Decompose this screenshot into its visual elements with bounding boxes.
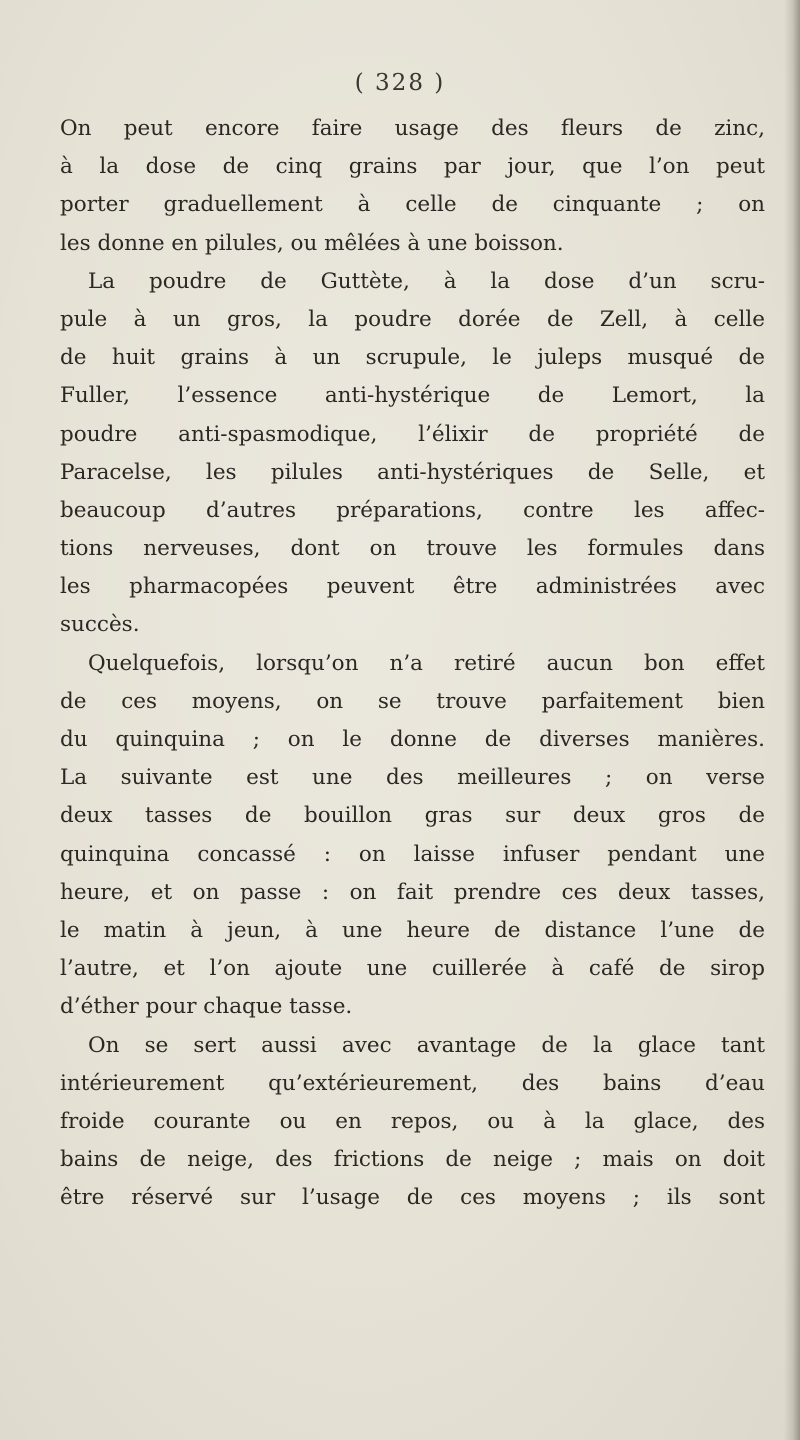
page-number: ( 328 )	[354, 70, 446, 96]
text-line: à la dose de cinq grains par jour, que l’on peut	[60, 154, 765, 180]
text-line: d’éther pour chaque tasse.	[60, 994, 353, 1020]
text-line: de ces moyens, on se trouve parfaitement bien	[60, 688, 765, 714]
text-line: La poudre de Guttète, à la dose d’un scru-	[88, 268, 765, 294]
text-line: bains de neige, des frictions de neige ; mais on doit	[60, 1147, 765, 1173]
text-line: quinquina concassé : on laisse infuser pendant une	[60, 841, 765, 867]
page-edge-shadow	[784, 0, 800, 1440]
text-line: beaucoup d’autres préparations, contre les affec-	[60, 497, 765, 523]
text-line: deux tasses de bouillon gras sur deux gros de	[60, 803, 765, 829]
text-line: être réservé sur l’usage de ces moyens ; ils sont	[60, 1185, 765, 1211]
text-line: Paracelse, les pilules anti-hystériques de Selle, et	[60, 459, 765, 485]
text-line: l’autre, et l’on ajoute une cuillerée à café de sirop	[60, 956, 765, 982]
text-line: intérieurement qu’extérieurement, des bains d’eau	[60, 1070, 765, 1096]
text-line: pule à un gros, la poudre dorée de Zell, à celle	[60, 306, 765, 332]
text-line: On peut encore faire usage des fleurs de zinc,	[60, 116, 765, 141]
text-line: Quelquefois, lorsqu’on n’a retiré aucun bon effet	[88, 650, 765, 676]
body-text	[60, 110, 765, 1217]
text-line: poudre anti-spasmodique, l’élixir de propriété de	[60, 421, 765, 447]
text-line: porter graduellement à celle de cinquante ; on	[60, 192, 765, 218]
text-line: succès.	[60, 612, 140, 638]
text-line: de huit grains à un scrupule, le juleps musqué de	[60, 345, 765, 371]
text-line: froide courante ou en repos, ou à la glace, des	[60, 1108, 765, 1134]
text-line: La suivante est une des meilleures ; on verse	[60, 765, 765, 791]
text-line: On se sert aussi avec avantage de la glace tant	[88, 1032, 765, 1058]
text-line: les pharmacopées peuvent être administrées avec	[60, 574, 765, 600]
text-line: le matin à jeun, à une heure de distance l’une de	[60, 917, 765, 943]
text-line: tions nerveuses, dont on trouve les formules dans	[60, 536, 765, 562]
text-line: les donne en pilules, ou mêlées à une boisson.	[60, 230, 564, 256]
text-line: heure, et on passe : on fait prendre ces deux tasses,	[60, 879, 765, 905]
text-line: du quinquina ; on le donne de diverses manières.	[60, 727, 765, 752]
text-line: Fuller, l’essence anti-hystérique de Lemort, la	[60, 383, 765, 409]
